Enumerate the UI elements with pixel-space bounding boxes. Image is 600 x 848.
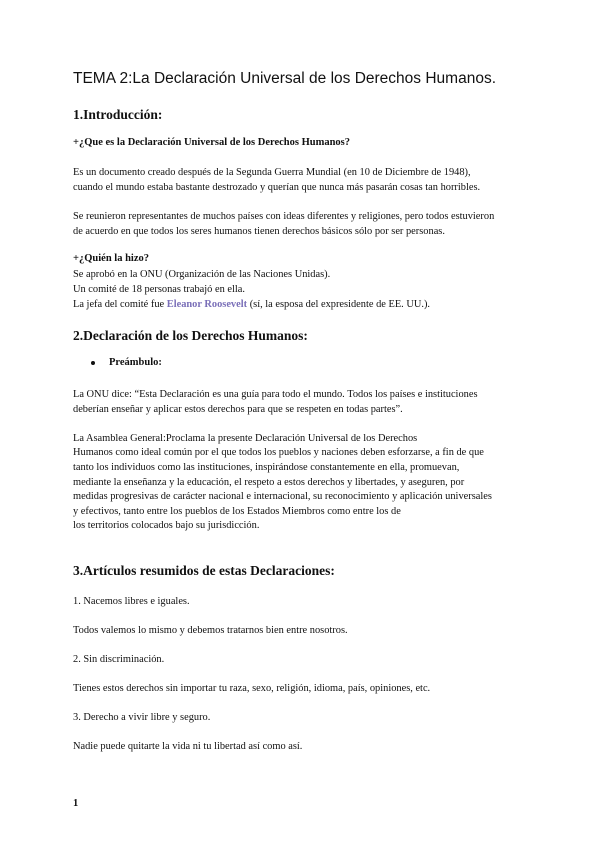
section-1-heading: 1.Introducción: (73, 107, 163, 122)
who-paragraph-line (73, 297, 430, 312)
article-text: Todos valemos lo mismo y debemos tratarnos bien entre nosotros. (73, 625, 348, 636)
who-text-pre: La jefa del comité fue (73, 299, 167, 310)
intro-paragraph-line: Es un documento creado después de la Segunda Guerra Mundial (en 10 de Diciembre de 1948), (73, 167, 471, 178)
question-who-made: +¿Quién la hizo? (73, 253, 149, 264)
assembly-paragraph-line: medidas progresivas de carácter nacional e internacional, su reconocimiento y aplicación universales (73, 491, 492, 502)
article-text: Tienes estos derechos sin importar tu raza, sexo, religión, idioma, país, opiniones, etc. (73, 683, 431, 694)
who-text-post: (sí, la esposa del expresidente de EE. UU.). (247, 299, 431, 310)
question-what-is: +¿Que es la Declaración Universal de los Derechos Humanos? (73, 137, 351, 148)
who-paragraph-line: Se aprobó en la ONU (Organización de las Naciones Unidas). (73, 269, 331, 280)
assembly-paragraph-line: y efectivos, tanto entre los pueblos de los Estados Miembros como entre los de (73, 506, 401, 517)
page-title: TEMA 2:La Declaración Universal de los Derechos Humanos. (73, 70, 496, 87)
section-3-heading: 3.Artículos resumidos de estas Declaraciones: (73, 563, 335, 578)
preamble-paragraph-line: La ONU dice: “Esta Declaración es una guía para todo el mundo. Todos los países e instituciones (73, 389, 478, 400)
section-2-heading: 2.Declaración de los Derechos Humanos: (73, 328, 308, 343)
intro-paragraph-line: Se reunieron representantes de muchos países con ideas diferentes y religiones, pero todos estuvieron (73, 211, 495, 222)
article-text: Nadie puede quitarte la vida ni tu libertad así como así. (73, 741, 303, 752)
page-number: 1 (73, 798, 79, 809)
assembly-paragraph-line: tanto los individuos como las instituciones, inspirándose constantemente en ella, promuevan, (73, 462, 460, 473)
intro-paragraph-line: cuando el mundo estaba bastante destrozado y querían que nunca más pasarán cosas tan horribles. (73, 182, 481, 193)
preamble-paragraph-line: deberían enseñar y aplicar estos derechos para que se respeten en todas partes”. (73, 404, 403, 415)
assembly-paragraph-line: los territorios colocados bajo su jurisdicción. (73, 520, 260, 531)
assembly-paragraph-line: La Asamblea General:Proclama la presente Declaración Universal de los Derechos (73, 433, 418, 444)
bullet-dot-icon (91, 361, 95, 365)
assembly-paragraph-line: mediante la enseñanza y la educación, el respeto a estos derechos y libertades, y aseguren, por (73, 477, 465, 488)
intro-paragraph-line: de acuerdo en que todos los seres humanos tienen derechos básicos sólo por ser personas. (73, 226, 445, 237)
article-title: 1. Nacemos libres e iguales. (73, 596, 190, 607)
preamble-bullet (91, 357, 162, 368)
article-title: 3. Derecho a vivir libre y seguro. (73, 712, 211, 723)
who-paragraph-line: Un comité de 18 personas trabajó en ella. (73, 284, 245, 295)
preamble-label: Preámbulo: (109, 357, 162, 368)
article-title: 2. Sin discriminación. (73, 654, 165, 665)
eleanor-roosevelt-link[interactable]: Eleanor Roosevelt (166, 299, 248, 310)
assembly-paragraph-line: Humanos como ideal común por el que todos los pueblos y naciones deben esforzarse, a fin de que (73, 447, 484, 458)
